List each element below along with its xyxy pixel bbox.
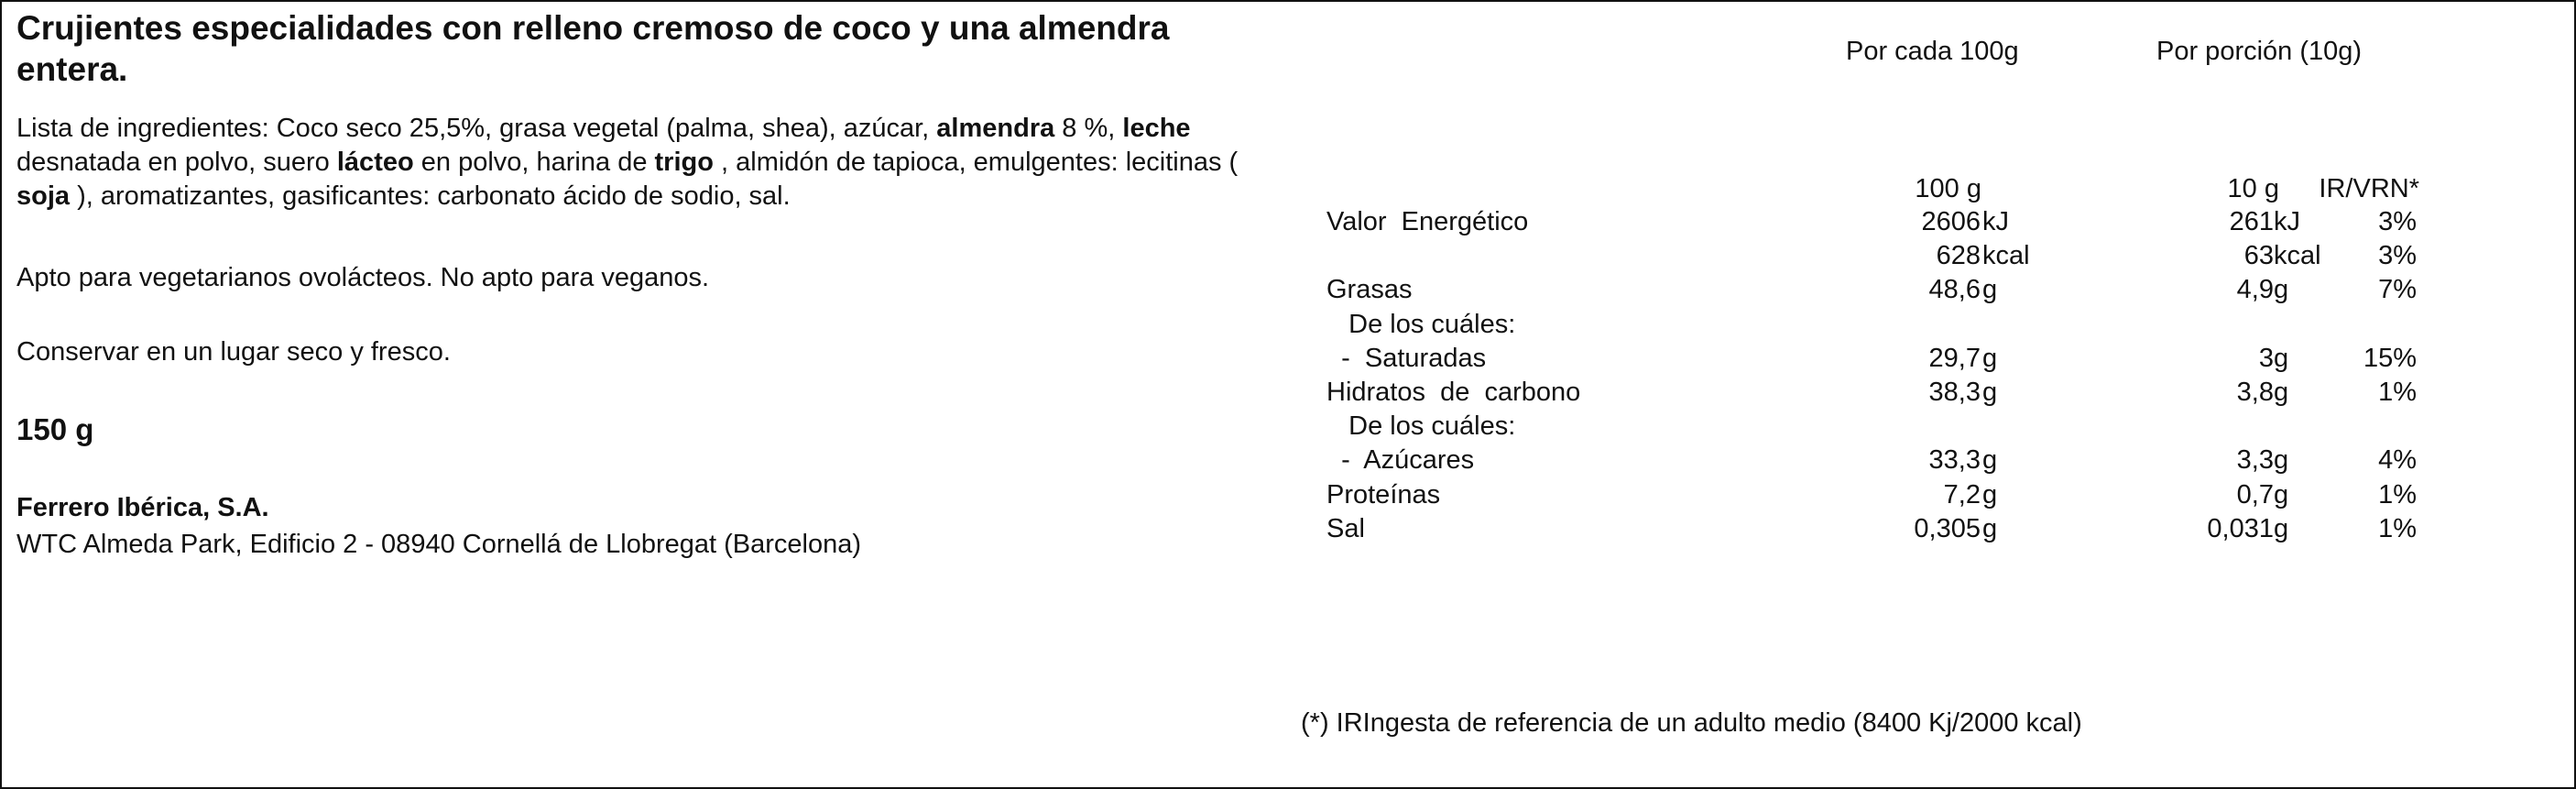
storage-note: Conservar en un lugar seco y fresco. [16,337,451,367]
company-address: WTC Almeda Park, Edificio 2 - 08940 Cornellá de Llobregat (Barcelona) [16,530,862,559]
value-10g: 3 [2258,344,2274,373]
value-ir: 1% [2378,378,2417,407]
nutrient-label: - Azúcares [1326,445,1475,475]
value-100g: 7,2 [1943,480,1981,510]
ingredients-text: ), aromatizantes, gasificantes: carbonato ácido de sodio, sal. [70,181,791,211]
value-ir: 7% [2378,275,2417,304]
unit-10g: g [2274,344,2289,373]
value-100g: 38,3 [1928,378,1981,407]
allergen-highlight: soja [16,181,71,211]
value-ir: 1% [2378,480,2417,510]
ingredients-text: en polvo, harina de [413,148,655,177]
unit-10g: g [2274,480,2289,510]
unit-100g: g [1982,514,1998,543]
value-ir: 15% [2363,344,2417,373]
unit-10g: g [2274,445,2289,475]
unit-100g: kJ [1982,207,2009,236]
header-per-100g: Por cada 100g [1846,37,2019,66]
product-title: Crujientes especialidades con relleno cremoso de coco y una almendra entera. [16,9,1170,88]
value-100g: 628 [1936,241,1981,270]
value-100g: 33,3 [1928,445,1981,475]
value-100g: 29,7 [1928,344,1981,373]
allergen-highlight: almendra [936,114,1055,143]
allergen-highlight: lácteo [336,148,414,177]
nutrient-label: Grasas [1326,275,1413,304]
nutrient-label: De los cuáles: [1326,411,1516,441]
value-ir: 3% [2378,241,2417,270]
allergen-highlight: trigo [654,148,714,177]
unit-10g: g [2274,514,2289,543]
ingredients-text: 8 %, [1054,114,1123,143]
nutrient-label: De los cuáles: [1326,310,1516,339]
value-10g: 63 [2243,241,2274,270]
value-100g: 2606 [1921,207,1981,236]
unit-10g: g [2274,378,2289,407]
net-weight: 150 g [16,412,94,446]
company-name: Ferrero Ibérica, S.A. [16,493,269,522]
header-per-portion: Por porción (10g) [2156,37,2363,66]
value-10g: 3,3 [2236,445,2274,475]
nutrient-label: Hidratos de carbono [1326,378,1581,407]
unit-10g: kJ [2274,207,2300,236]
value-10g: 0,7 [2236,480,2274,510]
unit-100g: g [1982,378,1998,407]
diet-note: Apto para vegetarianos ovolácteos. No apto para veganos. [16,263,710,292]
unit-100g: kcal [1982,241,2030,270]
ingredients-text: Lista de ingredientes: Coco seco 25,5%, grasa vegetal (palma, shea), azúcar, [16,114,937,143]
nutrient-label: - Saturadas [1326,344,1487,373]
col-header-ir: IR/VRN* [2319,174,2419,203]
ingredients-text: desnatada en polvo, suero [16,148,337,177]
unit-100g: g [1982,480,1998,510]
unit-100g: g [1982,344,1998,373]
col-header-10g: 10 g [2227,174,2279,203]
value-10g: 261 [2229,207,2274,236]
value-10g: 3,8 [2236,378,2274,407]
nutrient-label: Sal [1326,514,1365,543]
footnote: (*) IRIngesta de referencia de un adulto medio (8400 Kj/2000 kcal) [1301,708,2082,738]
value-ir: 1% [2378,514,2417,543]
value-10g: 0,031 [2207,514,2274,543]
allergen-highlight: leche [1122,114,1191,143]
value-ir: 4% [2378,445,2417,475]
ingredients-text: , almidón de tapioca, emulgentes: lecitinas ( [713,148,1239,177]
nutrient-label: Proteínas [1326,480,1441,510]
ingredients-list [16,112,1281,214]
nutrient-label: Valor Energético [1326,207,1529,236]
unit-100g: g [1982,445,1998,475]
unit-100g: g [1982,275,1998,304]
col-header-100g: 100 g [1915,174,1981,203]
unit-10g: kcal [2274,241,2321,270]
value-100g: 0,305 [1914,514,1981,543]
value-ir: 3% [2378,207,2417,236]
value-100g: 48,6 [1928,275,1981,304]
unit-10g: g [2274,275,2289,304]
value-10g: 4,9 [2236,275,2274,304]
